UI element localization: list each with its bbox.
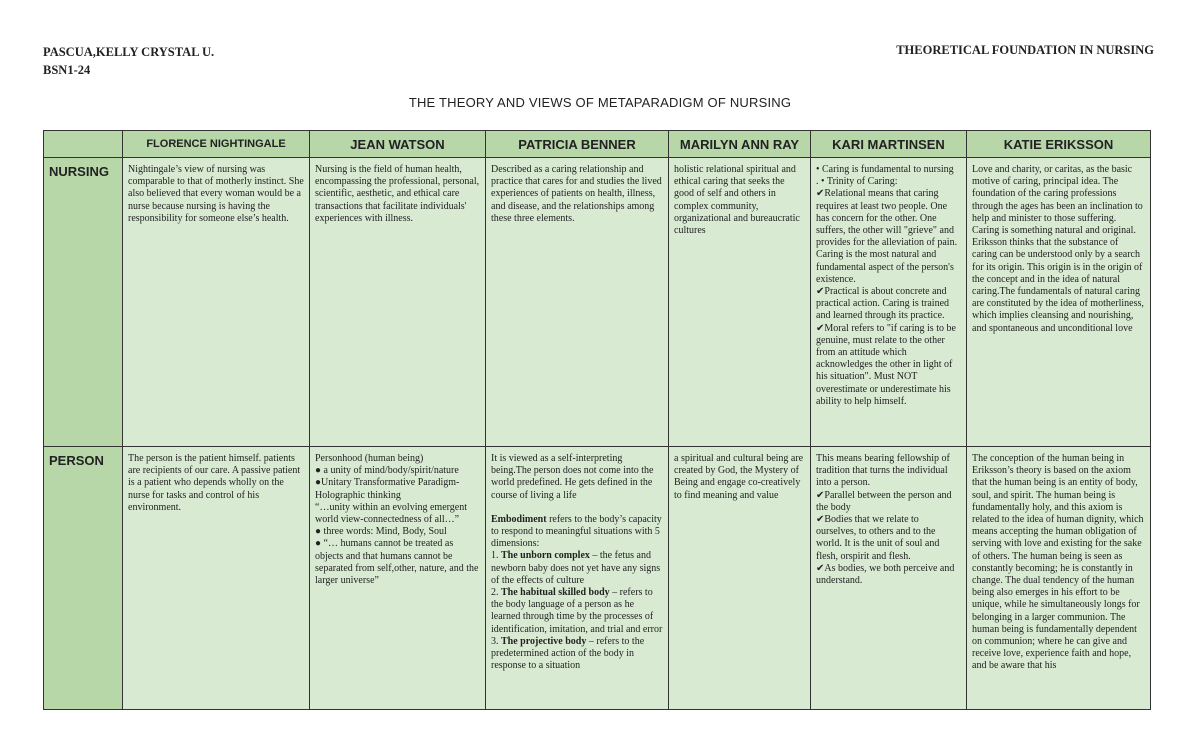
author-name: PASCUA,KELLY CRYSTAL U.: [43, 45, 215, 59]
column-header-martinsen: KARI MARTINSEN: [811, 131, 967, 158]
cell-nursing-nightingale: Nightingale’s view of nursing was comparable to that of motherly instinct. She also believed that every woman would be a nurse because nursing is having the responsibility for someone else’s health.: [123, 158, 310, 447]
cell-person-watson: Personhood (human being) ● a unity of mind/body/spirit/nature ●Unitary Transformative Paradigm-Holographic thinking “…unity within an evolving emergent world view-connectedness of all…” ● three words: Mind, Body, Soul ● “… humans cannot be treated as objects and that humans cannot be separated from self,other, nature, and the larger universe”: [310, 447, 486, 710]
cell-nursing-eriksson: Love and charity, or caritas, as the basic motive of caring, principal idea. The foundation of the caring professions through the ages has been an inclination to help and minister to those suffering. Caring is something natural and original. Eriksson thinks that the substance of caring can be understood only by a search for its origin. This origin is in the origin of the concept and in the idea of natural caring.The fundamentals of natural caring are constituted by the idea of motherliness, which implies cleansing and nourishing, and spontaneous and unconditional love: [967, 158, 1151, 447]
cell-person-eriksson: The conception of the human being in Eriksson’s theory is based on the axiom that the human being is an entity of body, soul, and spirit. The human being is fundamentally holy, and this axiom is related to the idea of human dignity, which means accepting the human obligation of serving with love and existing for the sake of others. The human being is seen as constantly becoming; he is constantly in change. The dual tendency of the human being also emerges in his effort to be unique, while he simultaneously longs for belonging in a larger communion. The human being is fundamentally dependent on communion; where he can give and receive love, experience faith and hope, and be aware that his: [967, 447, 1151, 710]
row-header-nursing: NURSING: [44, 158, 123, 447]
cell-nursing-martinsen: • Caring is fundamental to nursing . • Trinity of Caring: ✔Relational means that caring requires at least two people. One has concern for the other. One suffers, the other will "grieve" and provides for the alleviation of pain. Caring is the most natural and fundamental aspect of the person's existence. ✔Practical is about concrete and practical action. Caring is trained and learned through its practice. ✔Moral refers to "if caring is to be genuine, must relate to the other from an attitude which acknowledges the other in light of his situation". Must NOT overestimate or underestimate his ability to help himself.: [811, 158, 967, 447]
table-row-nursing: [44, 158, 1151, 447]
cell-person-ray: a spiritual and cultural being are created by God, the Mystery of Being and engage co-creatively to find meaning and value: [669, 447, 811, 710]
benner-item-2: 2. The habitual skilled body – refers to the body language of a person as he learned through time by the processes of identification, imitation, and trial and error: [491, 587, 663, 635]
benner-item-1: 1. The unborn complex – the fetus and newborn baby does not yet have any signs of the effects of culture: [491, 550, 661, 586]
column-header-nightingale: FLORENCE NIGHTINGALE: [123, 131, 310, 158]
header-left: [43, 43, 214, 79]
course-title: THEORETICAL FOUNDATION IN NURSING: [896, 43, 1154, 57]
cell-person-benner: [486, 447, 669, 710]
benner-item-3: 3. The projective body – refers to the predetermined action of the body in response to a situation: [491, 635, 645, 672]
table-row-person: [44, 447, 1151, 710]
benner-intro: It is viewed as a self-interpreting being.The person does not come into the world predefined. He gets defined in the course of living a life: [491, 453, 654, 501]
row-header-person: PERSON: [44, 447, 123, 710]
benner-embodiment: Embodiment refers to the body’s capacity to respond to meaningful situations with 5 dimensions:: [491, 513, 662, 550]
table-header-row: [44, 131, 1151, 158]
metaparadigm-table: [43, 130, 1151, 710]
document-title: THE THEORY AND VIEWS OF METAPARADIGM OF NURSING: [408, 95, 792, 110]
cell-nursing-ray: holistic relational spiritual and ethical caring that seeks the good of self and others in complex community, organizational and bureaucratic cultures: [669, 158, 811, 447]
cell-nursing-watson: Nursing is the field of human health, encompassing the professional, personal, scientific, aesthetic, and ethical care transactions that facilitate individuals' experiences with illness.: [310, 158, 486, 447]
cell-person-martinsen: This means bearing fellowship of tradition that turns the individual into a person. ✔Parallel between the person and the body ✔Bodies that we relate to ourselves, to others and to the world. It is the unit of soul and flesh, orspirit and flesh. ✔As bodies, we both perceive and understand.: [811, 447, 967, 710]
author-section: BSN1-24: [43, 63, 91, 77]
column-header-eriksson: KATIE ERIKSSON: [967, 131, 1151, 158]
column-header-watson: JEAN WATSON: [310, 131, 486, 158]
column-header-ray: MARILYN ANN RAY: [669, 131, 811, 158]
cell-nursing-benner: Described as a caring relationship and practice that cares for and studies the lived experiences of patients on health, illness, and disease, and the relationships among these three elements.: [486, 158, 669, 447]
cell-person-nightingale: The person is the patient himself. patients are recipients of our care. A passive patient is a patient who depends wholly on the nurse for tasks and control of his environment.: [123, 447, 310, 710]
column-header-benner: PATRICIA BENNER: [486, 131, 669, 158]
corner-cell: [44, 131, 123, 158]
